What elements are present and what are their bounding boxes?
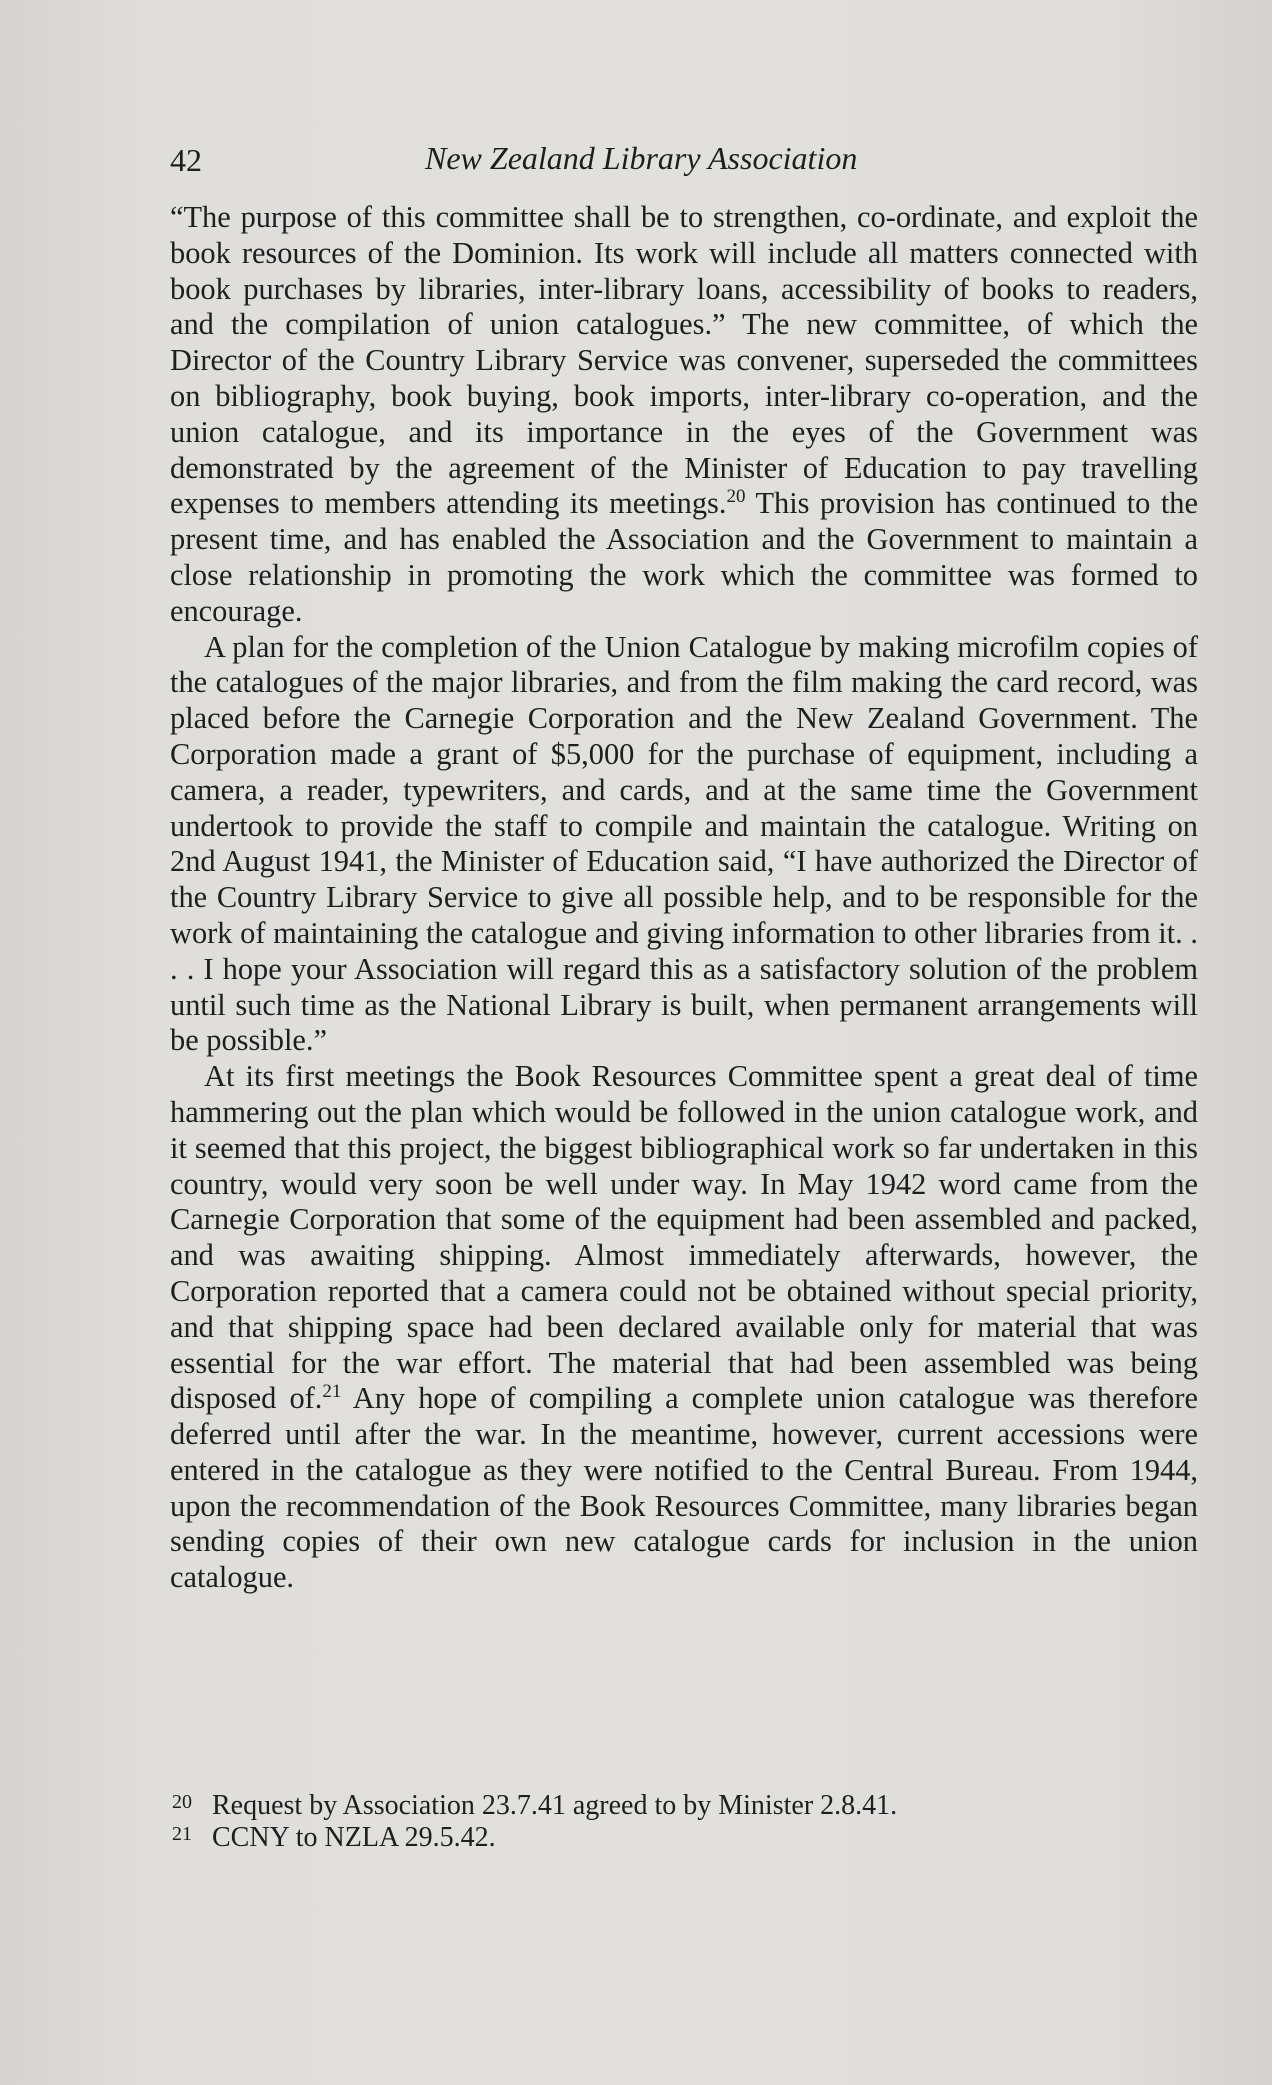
footnote-ref-21: 21 bbox=[322, 1381, 342, 1403]
paragraph-2-text: A plan for the completion of the Union Catalogue by making microfilm copies of the catalogues of the major libraries, and from the film making the card record, was placed before the Carnegie Corporation and the New Zealand Government. The Corporation made a grant of $5,000 for the purchase of equipment, including a camera, a reader, typewriters, and cards, and at the same time the Government undertook to provide the staff to compile and maintain the catalogue. Writing on 2nd August 1941, the Minister of Education said, “I have authorized the Director of the Country Library Service to give all possible help, and to be responsible for the work of maintaining the catalogue and giving information to other libraries from it. . . . I hope your Association will regard this as a satisfactory solution of the problem until such time as the National Library is built, when permanent arrangements will be possible.” bbox=[170, 629, 1198, 1058]
body-text bbox=[170, 200, 1198, 1596]
footnotes bbox=[172, 1788, 1192, 1852]
page-header bbox=[170, 138, 1200, 182]
paragraph-1-text-b: This provision has continued to the present time, and has enabled the Association and the Government to maintain a close relationship in promoting the work which the committee was formed to encourage. bbox=[170, 486, 1198, 628]
footnote-number: 21 bbox=[172, 1823, 192, 1845]
page-number: 42 bbox=[170, 142, 202, 178]
running-title: New Zealand Library Association bbox=[425, 140, 858, 176]
footnote-ref-20: 20 bbox=[726, 486, 746, 508]
footnote-number: 20 bbox=[172, 1791, 192, 1813]
footnote-text: CCNY to NZLA 29.5.42. bbox=[212, 1822, 496, 1853]
paragraph-1 bbox=[170, 200, 1198, 630]
footnote-21 bbox=[172, 1820, 1192, 1852]
paragraph-3 bbox=[170, 1059, 1198, 1596]
paragraph-2 bbox=[170, 630, 1198, 1060]
footnote-20 bbox=[172, 1788, 1192, 1820]
paragraph-3-text-a: At its first meetings the Book Resources Committee spent a great deal of time hammering out the plan which would be followed in the union catalogue work, and it seemed that this project, the biggest bibliographical work so far undertaken in this country, would very soon be well under way. In May 1942 word came from the Carnegie Corporation that some of the equipment had been assembled and packed, and was awaiting shipping. Almost immediately afterwards, however, the Corporation reported that a camera could not be obtained without special priority, and that shipping space had been declared available only for material that was essential for the war effort. The material that had been assembled was being disposed of. bbox=[170, 1059, 1198, 1416]
paragraph-3-text-b: Any hope of compiling a complete union catalogue was therefore deferred until after the war. In the meantime, however, current accessions were entered in the catalogue as they were notified to the Central Bureau. From 1944, upon the recommendation of the Book Resources Committee, many libraries began sending copies of their own new catalogue cards for inclusion in the union catalogue. bbox=[170, 1381, 1198, 1595]
paragraph-1-text-a: “The purpose of this committee shall be to strengthen, co-ordinate, and exploit the book resources of the Dominion. Its work will include all matters connected with book purchases by libraries, inter-library loans, accessibility of books to readers, and the compilation of union catalogues.” The new committee, of which the Director of the Country Library Service was convener, superseded the committees on bibliography, book buying, book imports, inter-library co-operation, and the union catalogue, and its importance in the eyes of the Government was demonstrated by the agreement of the Minister of Education to pay travelling expenses to members attending its meetings. bbox=[170, 200, 1198, 521]
footnote-text: Request by Association 23.7.41 agreed to by Minister 2.8.41. bbox=[212, 1790, 898, 1821]
